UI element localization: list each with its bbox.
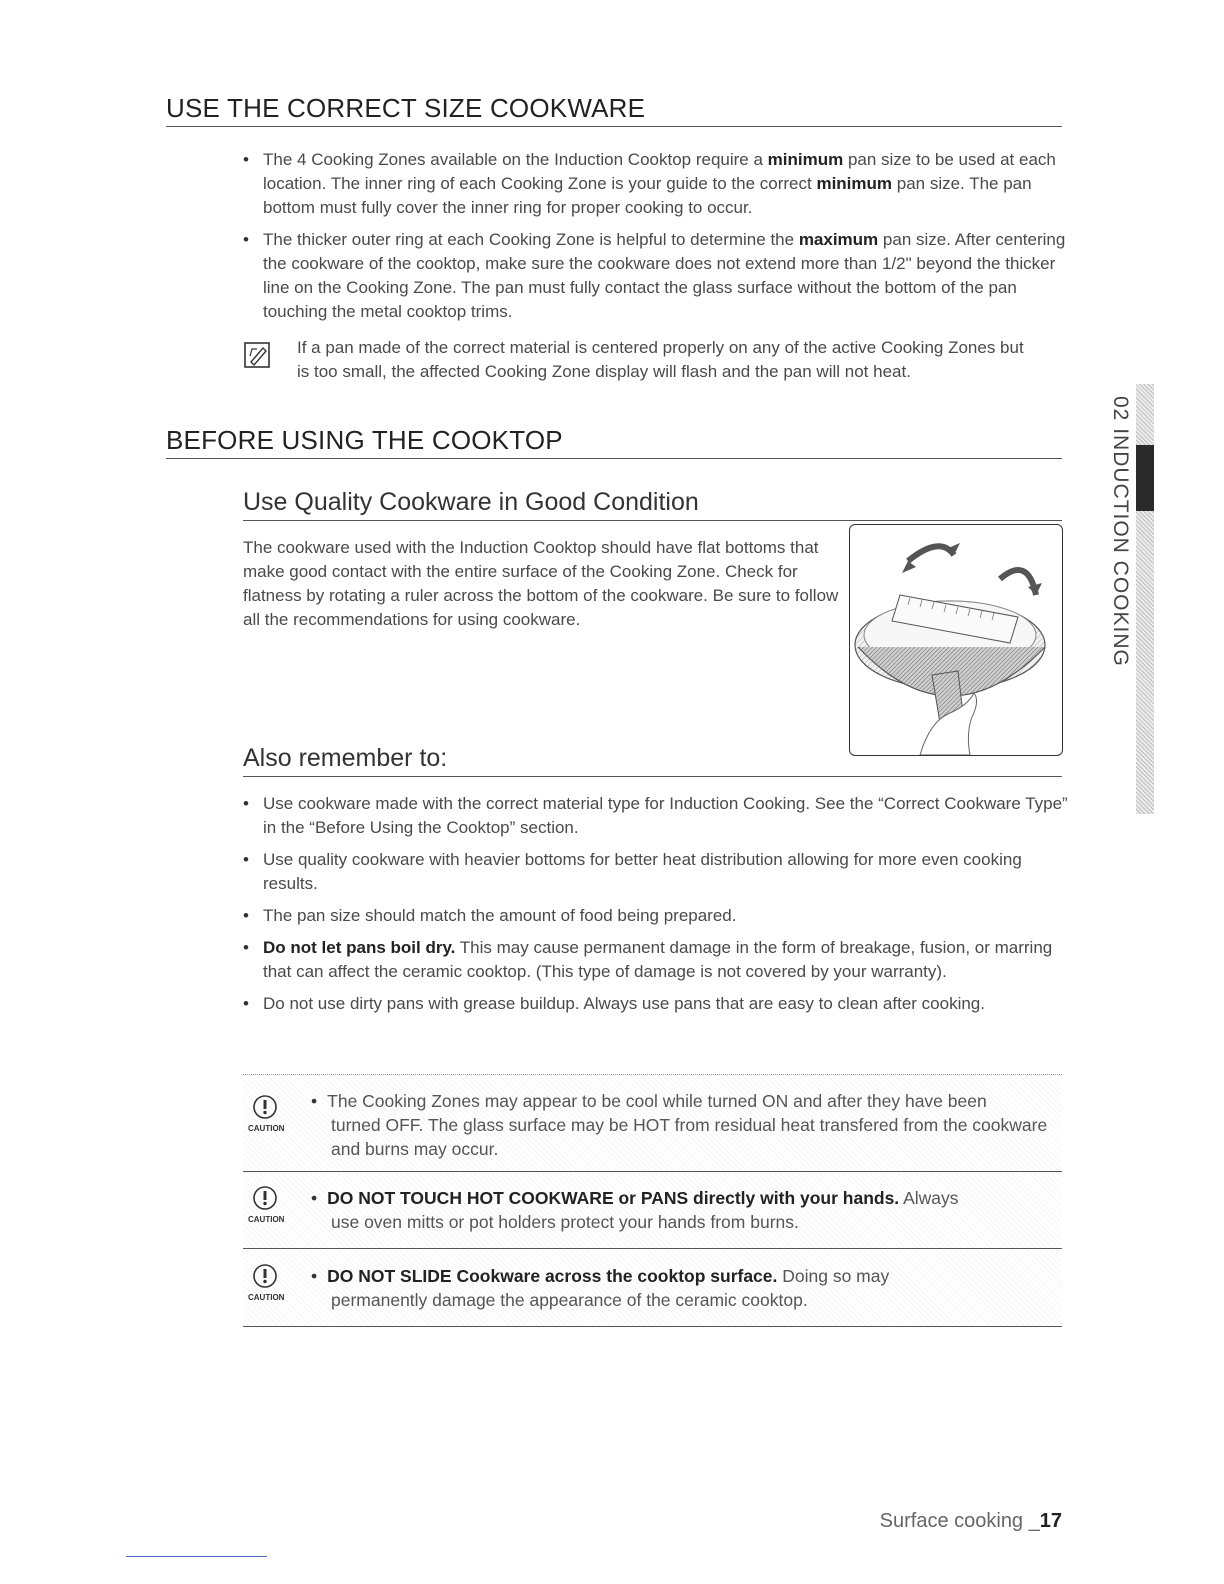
caution-text: • DO NOT SLIDE Cookware across the cooktop surface. Doing so may permanently damage the appearance of the ceramic cooktop. [311, 1266, 890, 1310]
page-number: 17 [1039, 1510, 1062, 1532]
quality-cookware-paragraph: The cookware used with the Induction Cooktop should have flat bottoms that make good contact with the entire surface of the Cooking Zone. Check for flatness by rotating a ruler across the bottom of the cookware. Be sure to follow all the recommendations for using cookware. [243, 538, 839, 629]
svg-text:CAUTION: CAUTION [248, 1124, 285, 1133]
remember-bullets [243, 792, 1073, 1024]
correct-size-bullets [243, 148, 1073, 332]
list-item: • Use quality cookware with heavier bottoms for better heat distribution allowing for more even cooking results. [243, 848, 1073, 896]
caution-box [243, 1074, 1062, 1172]
svg-text:CAUTION: CAUTION [248, 1293, 285, 1302]
list-item: • The thicker outer ring at each Cooking Zone is helpful to determine the maximum pan size. After centering the cookware of the cooktop, make sure the cookware does not extend more than 1/2" beyond the thicker line on the Cooking Zone. The pan must fully contact the glass surface without the bottom of the pan touching the metal cooktop trims. [243, 228, 1073, 324]
subtitle-also-remember: Also remember to: [243, 742, 1062, 777]
subtitle-quality-cookware: Use Quality Cookware in Good Condition [243, 486, 1062, 521]
note-icon [243, 340, 273, 370]
section-title-correct-size: USE THE CORRECT SIZE COOKWARE [166, 92, 1062, 127]
caution-icon [247, 1184, 291, 1228]
section-title-before-using: BEFORE USING THE COOKTOP [166, 424, 1062, 459]
caution-box [243, 1172, 1062, 1249]
ruler-flatness-illustration [849, 524, 1063, 756]
list-item: • The pan size should match the amount of food being prepared. [243, 904, 1073, 928]
caution-text: • The Cooking Zones may appear to be cool while turned ON and after they have been turned OFF. The glass surface may be HOT from residual heat transfered from the cookware and burns may occur. [311, 1091, 1048, 1159]
caution-text: • DO NOT TOUCH HOT COOKWARE or PANS directly with your hands. Always use oven mitts or pot holders protect your hands from burns. [311, 1188, 959, 1232]
caution-box [243, 1250, 1062, 1327]
note-text: If a pan made of the correct material is centered properly on any of the active Cooking Zones but is too small, the affected Cooking Zone display will flash and the pan will not heat. [297, 338, 1024, 381]
caution-icon [247, 1262, 291, 1306]
page-footer: Surface cooking _17 [879, 1510, 1062, 1532]
caution-icon [247, 1093, 291, 1137]
list-item: • Use cookware made with the correct material type for Induction Cooking. See the “Correct Cookware Type” in the “Before Using the Cooktop” section. [243, 792, 1073, 840]
svg-text:CAUTION: CAUTION [248, 1215, 285, 1224]
list-item: • The 4 Cooking Zones available on the Induction Cooktop require a minimum pan size to be used at each location. The inner ring of each Cooking Zone is your guide to the correct minimum pan size. The pan bottom must fully cover the inner ring for proper cooking to occur. [243, 148, 1073, 220]
list-item: • Do not use dirty pans with grease buildup. Always use pans that are easy to clean after cooking. [243, 992, 1073, 1016]
footer-rule [126, 1556, 267, 1557]
list-item: • Do not let pans boil dry. This may cause permanent damage in the form of breakage, fusion, or marring that can affect the ceramic cooktop. (This type of damage is not covered by your warranty). [243, 936, 1073, 984]
note-box [243, 336, 1033, 408]
chapter-tab-marker [1136, 445, 1154, 511]
chapter-tab-label: 02 INDUCTION COOKING [1109, 396, 1132, 667]
pan-ruler-image [850, 525, 1062, 755]
